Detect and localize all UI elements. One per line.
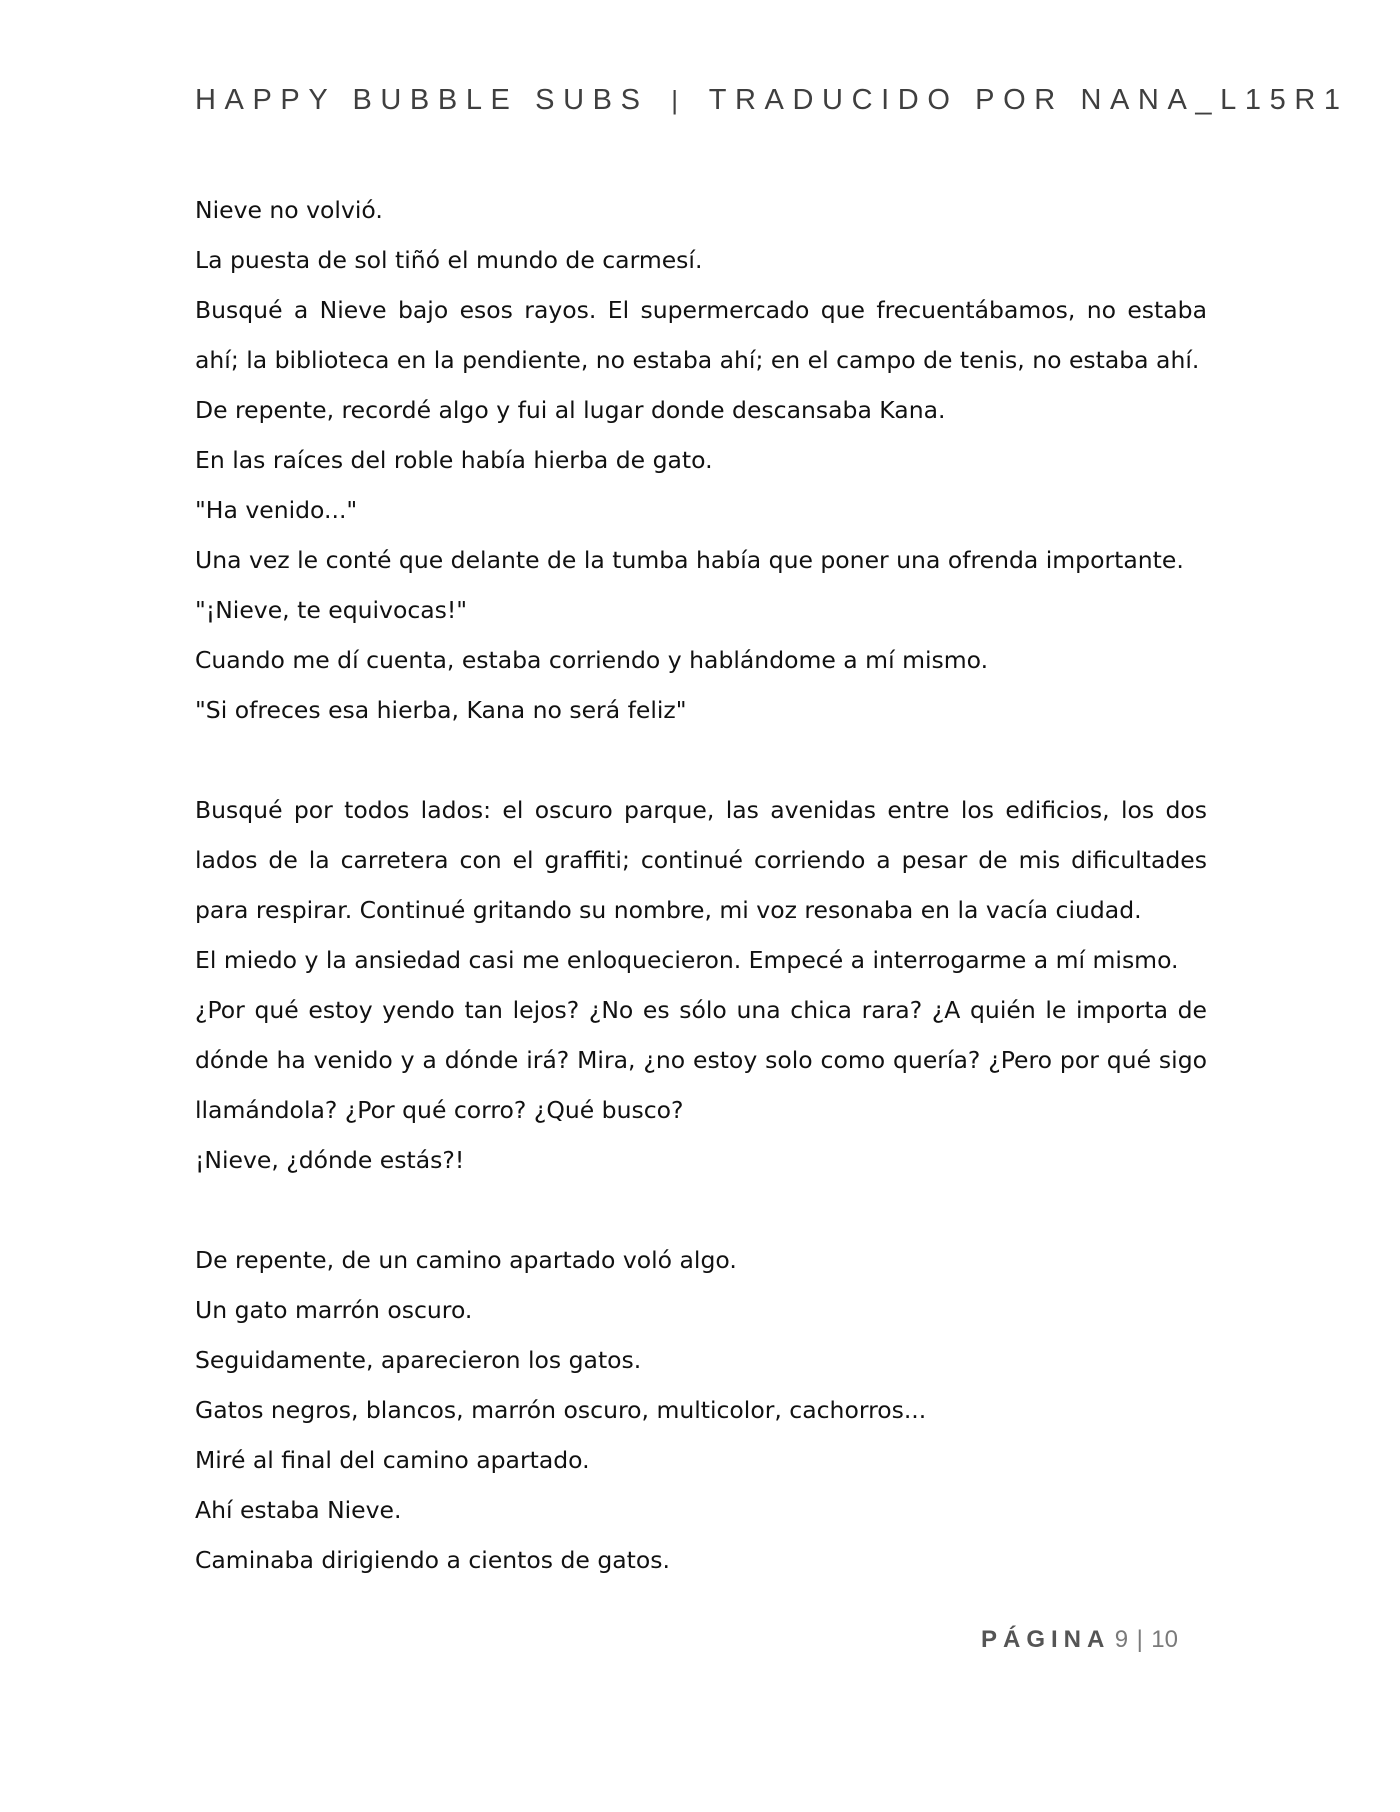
paragraph: En las raíces del roble había hierba de gato. xyxy=(195,446,713,474)
paragraph: Gatos negros, blancos, marrón oscuro, multicolor, cachorros... xyxy=(195,1396,927,1424)
paragraph: Una vez le conté que delante de la tumba había que poner una ofrenda importante. xyxy=(195,546,1184,574)
paragraph: "¡Nieve, te equivocas!" xyxy=(195,596,468,624)
document-body xyxy=(195,185,1207,1585)
page-number: 9 xyxy=(1114,1626,1129,1653)
page-header xyxy=(195,78,1349,122)
header-subs-name: HAPPY BUBBLE SUBS xyxy=(195,84,649,116)
paragraph: ¡Nieve, ¿dónde estás?! xyxy=(195,1146,465,1174)
paragraph: "Ha venido..." xyxy=(195,496,358,524)
paragraph: De repente, de un camino apartado voló algo. xyxy=(195,1246,737,1274)
paragraph: Ahí estaba Nieve. xyxy=(195,1496,402,1524)
paragraph: Miré al final del camino apartado. xyxy=(195,1446,590,1474)
header-separator: | xyxy=(671,85,687,115)
page-footer xyxy=(981,1620,1178,1660)
paragraph: ¿Por qué estoy yendo tan lejos? ¿No es sólo una chica rara? ¿A quién le importa de dónde ha venido y a dónde irá? Mira, ¿no estoy solo como quería? ¿Pero por qué sigo llamándola? ¿Por qué corro? ¿Qué busco? xyxy=(195,996,1207,1124)
page-total: 10 xyxy=(1151,1626,1178,1653)
page-separator: | xyxy=(1136,1626,1143,1653)
header-translator: TRADUCIDO POR NANA_L15R1 xyxy=(708,84,1349,116)
paragraph: El miedo y la ansiedad casi me enloquecieron. Empecé a interrogarme a mí mismo. xyxy=(195,946,1179,974)
paragraph: Seguidamente, aparecieron los gatos. xyxy=(195,1346,642,1374)
paragraph-break xyxy=(195,735,1207,785)
paragraph: Cuando me dí cuenta, estaba corriendo y hablándome a mí mismo. xyxy=(195,646,989,674)
page-label: PÁGINA xyxy=(981,1626,1111,1653)
paragraph: Caminaba dirigiendo a cientos de gatos. xyxy=(195,1546,670,1574)
paragraph: Un gato marrón oscuro. xyxy=(195,1296,473,1324)
paragraph-break xyxy=(195,1185,1207,1235)
paragraph: Busqué a Nieve bajo esos rayos. El supermercado que frecuentábamos, no estaba ahí; la biblioteca en la pendiente, no estaba ahí; en el campo de tenis, no estaba ahí. xyxy=(195,296,1207,374)
paragraph: Busqué por todos lados: el oscuro parque, las avenidas entre los edificios, los dos lados de la carretera con el graffiti; continué corriendo a pesar de mis dificultades para respirar. Continué gritando su nombre, mi voz resonaba en la vacía ciudad. xyxy=(195,796,1207,924)
paragraph: De repente, recordé algo y fui al lugar donde descansaba Kana. xyxy=(195,396,946,424)
paragraph: "Si ofreces esa hierba, Kana no será feliz" xyxy=(195,696,687,724)
paragraph: Nieve no volvió. xyxy=(195,196,383,224)
paragraph: La puesta de sol tiñó el mundo de carmesí. xyxy=(195,246,703,274)
